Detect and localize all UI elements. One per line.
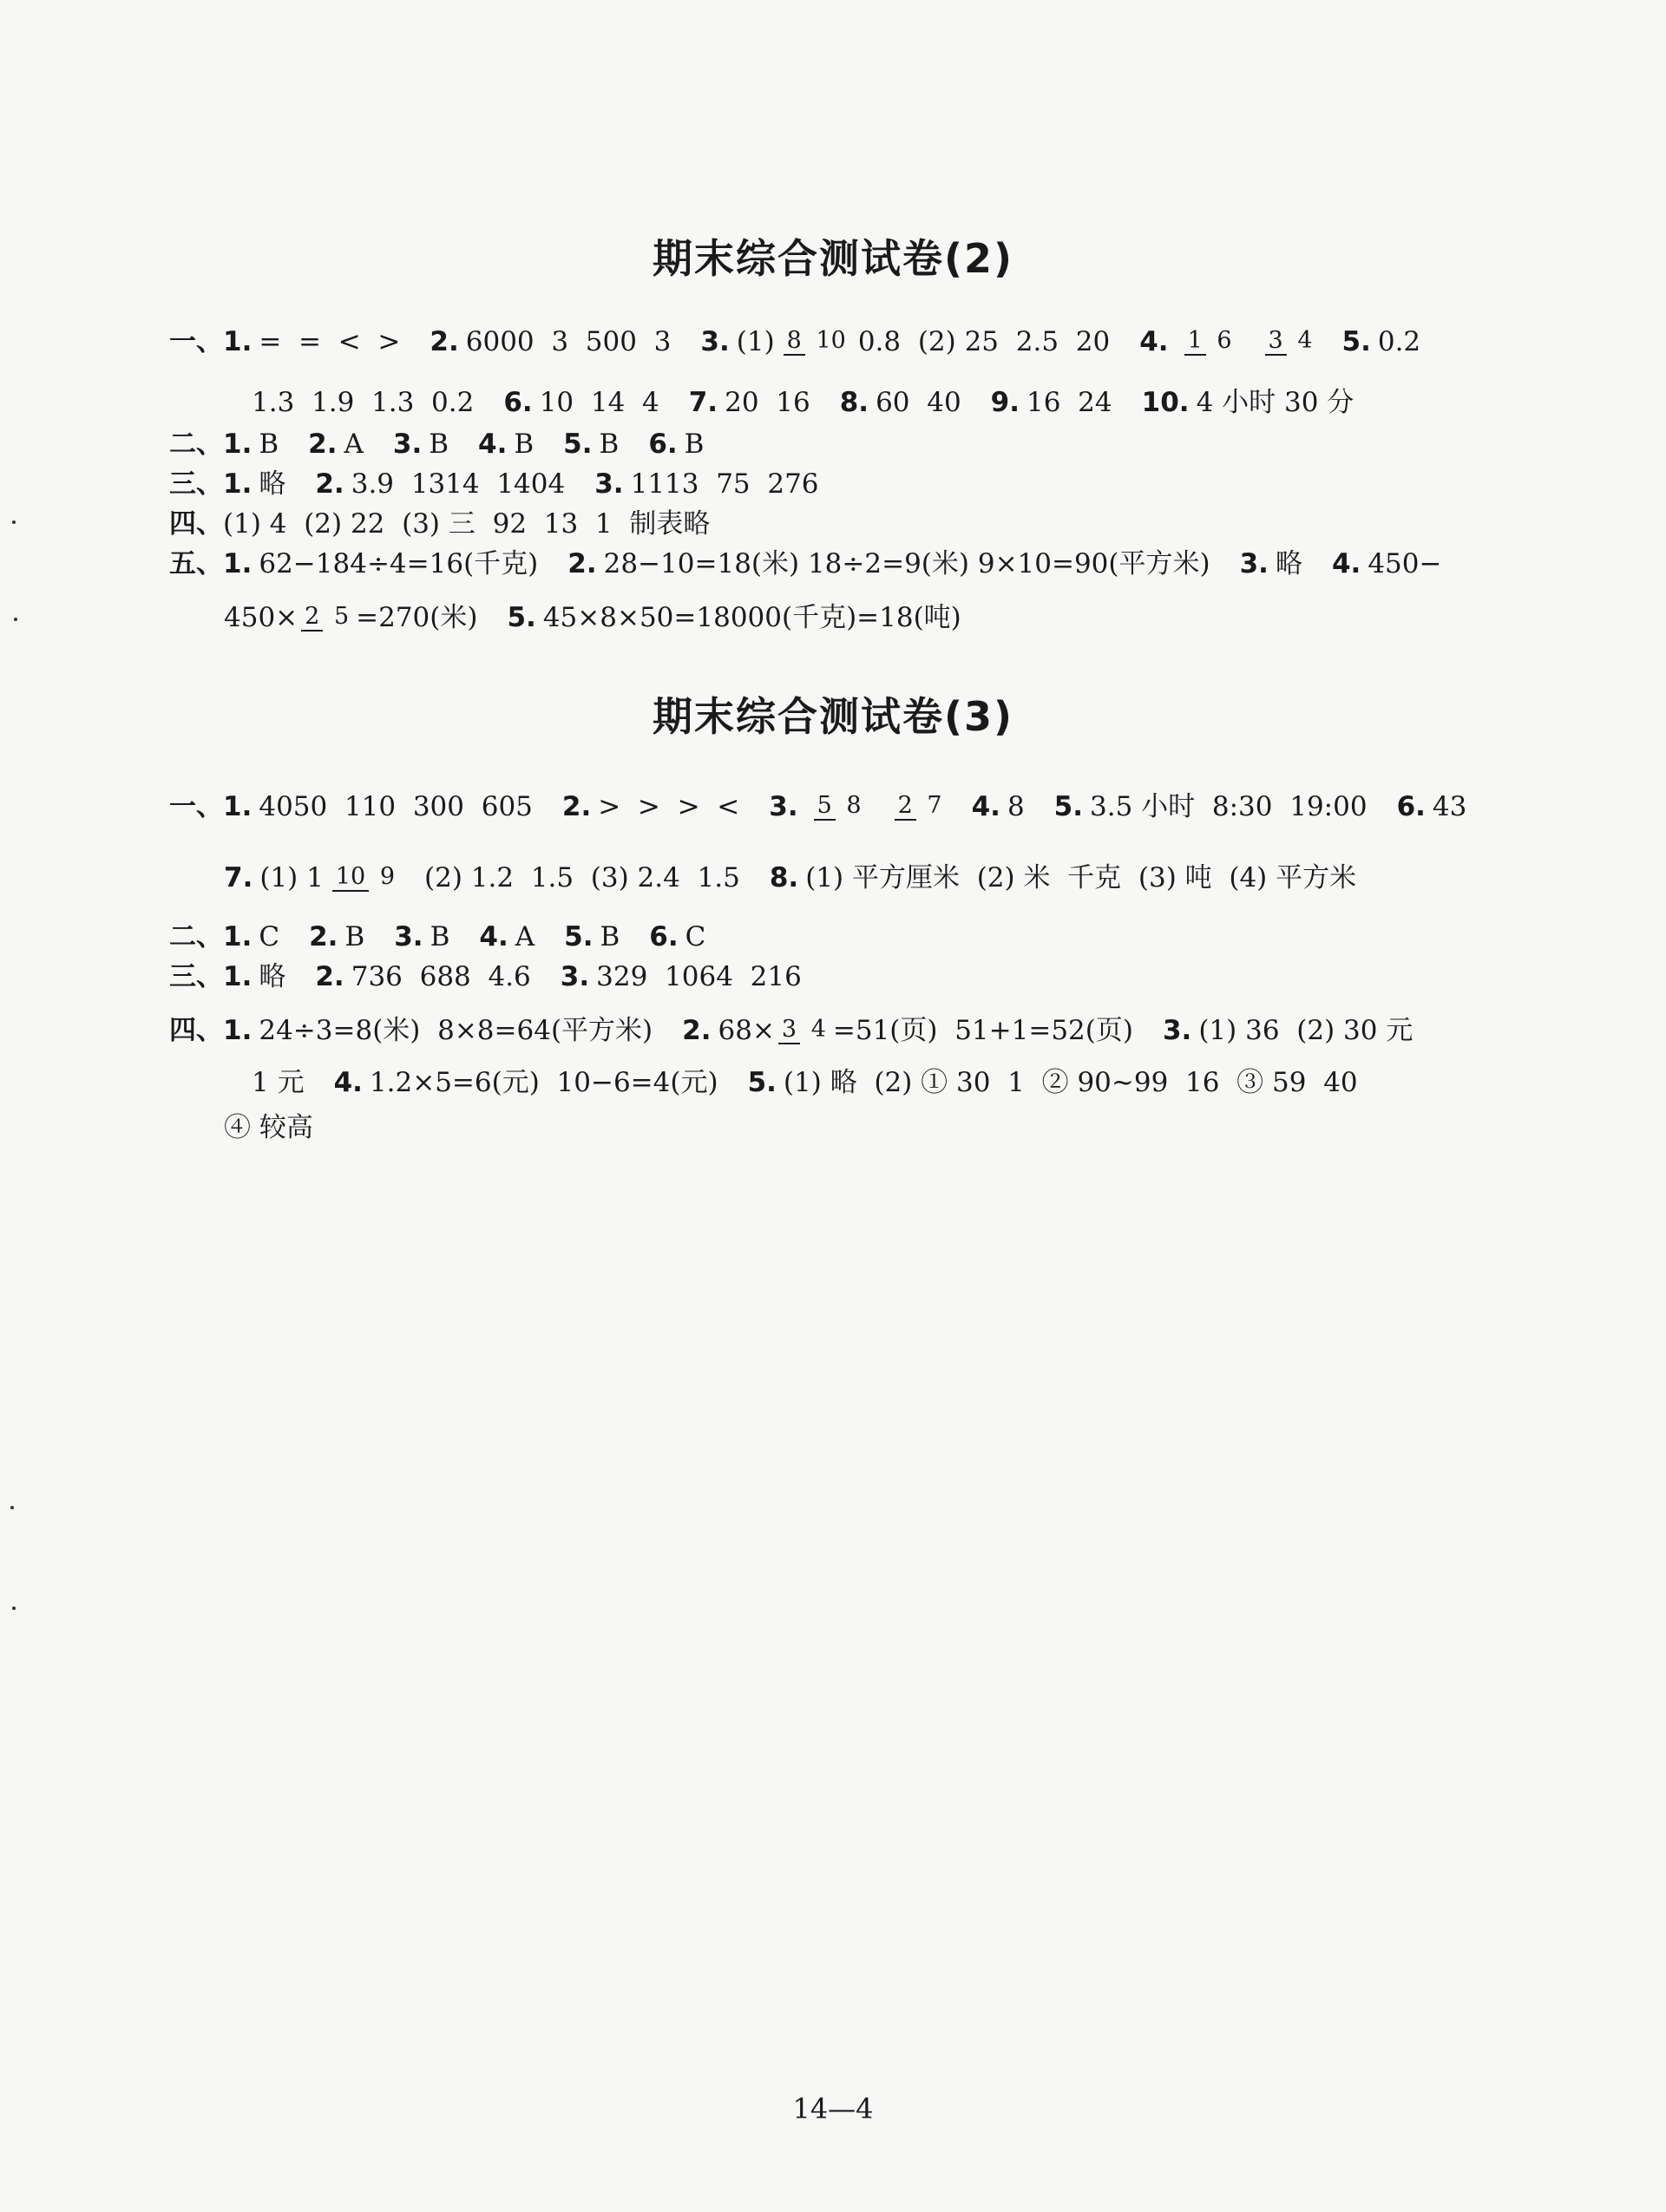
answer-text: 20 16 <box>725 387 810 418</box>
item-number: 4. <box>479 921 508 952</box>
answer-text: 略 <box>1275 548 1302 579</box>
section-label: 四、 <box>169 1015 223 1046</box>
item-number: 5. <box>1341 326 1371 357</box>
item-number: 3. <box>1162 1015 1192 1046</box>
item-number: 7. <box>224 862 253 893</box>
answer-text: C <box>259 921 280 952</box>
paper3-s3-line <box>169 959 802 994</box>
margin-speck <box>14 618 17 621</box>
paper3-s1-line2 <box>224 861 1356 895</box>
numerator: 2 <box>895 793 916 821</box>
answer-text: 28−10=18(米) 18÷2=9(米) 9×10=90(平方米) <box>603 548 1210 579</box>
denominator: 4 <box>810 1016 826 1043</box>
answer-text: B <box>684 429 705 460</box>
answer-text: 16 24 <box>1026 387 1112 418</box>
answer-text: 60 40 <box>876 387 961 418</box>
item-number: 3. <box>700 326 730 357</box>
item-number: 2. <box>308 429 338 460</box>
item-number: 2. <box>309 921 338 952</box>
paper2-s4-line <box>169 507 710 541</box>
item-number: 5. <box>1053 791 1084 822</box>
answer-text: 3.5 小时 8:30 19:00 <box>1090 791 1368 822</box>
item-number: 5. <box>747 1067 777 1098</box>
answer-text: 8 <box>1007 791 1025 822</box>
item-number: 4. <box>333 1067 363 1098</box>
answer-text: 1113 75 276 <box>630 468 819 500</box>
paper3-s2-line <box>169 919 705 954</box>
answer-text: (1) 平方厘米 (2) 米 千克 (3) 吨 (4) 平方米 <box>805 862 1357 893</box>
answer-text: 24÷3=8(米) 8×8=64(平方米) <box>259 1015 653 1046</box>
paper2-s2-line <box>169 427 704 461</box>
item-number: 1. <box>223 326 253 357</box>
item-number: 1. <box>223 548 253 579</box>
numerator: 3 <box>778 1017 800 1044</box>
answer-text: 68× <box>718 1015 775 1046</box>
numerator: 1 <box>1184 328 1206 356</box>
paper2-s3-line <box>169 467 819 501</box>
item-number: 3. <box>394 921 423 952</box>
paper2-s5-line1 <box>169 546 1441 581</box>
item-number: 2. <box>315 961 344 992</box>
answer-text: = = < > <box>259 326 401 357</box>
paper3-s4-line2 <box>252 1065 1358 1100</box>
item-number: 1. <box>223 961 253 992</box>
answer-text: (2) 1.2 1.5 (3) 2.4 1.5 <box>424 862 740 893</box>
section-label: 一、 <box>169 326 223 357</box>
denominator: 4 <box>1297 327 1313 354</box>
item-number: 6. <box>649 921 679 952</box>
item-number: 3. <box>1239 548 1269 579</box>
item-number: 8. <box>839 387 869 418</box>
answer-text: B <box>344 921 365 952</box>
margin-speck <box>10 1506 14 1509</box>
item-number: 6. <box>648 429 678 460</box>
answer-text: 4 小时 30 分 <box>1196 387 1354 418</box>
item-number: 2. <box>682 1015 712 1046</box>
answer-text: =51(页) 51+1=52(页) <box>832 1015 1133 1046</box>
fraction <box>1184 328 1236 356</box>
answer-text: B <box>259 429 279 460</box>
item-number: 3. <box>560 961 590 992</box>
paper3-title: 期末综合测试卷(3) <box>652 693 1014 740</box>
item-number: 6. <box>503 387 533 418</box>
answer-text: 329 1064 216 <box>596 961 802 992</box>
answer-text: 0.8 (2) 25 2.5 20 <box>857 326 1111 357</box>
answer-text: 1.3 1.9 1.3 0.2 <box>252 387 475 418</box>
fraction <box>895 793 946 821</box>
item-number: 3. <box>392 429 423 460</box>
section-label: 三、 <box>169 468 223 500</box>
denominator: 8 <box>846 792 862 819</box>
paper3-s1-line1 <box>169 789 1466 824</box>
fraction <box>778 1017 830 1044</box>
item-number: 2. <box>561 791 592 822</box>
margin-speck <box>12 1607 16 1610</box>
answer-text: C <box>685 921 706 952</box>
answer-text: 略 <box>259 468 286 500</box>
item-number: 2. <box>567 548 597 579</box>
answer-text: =270(米) <box>356 602 478 633</box>
answer-text: 43 <box>1432 791 1467 822</box>
numerator: 3 <box>1265 328 1287 356</box>
answer-text: 3.9 1314 1404 <box>351 468 566 500</box>
answer-text: ④ 较高 <box>224 1112 313 1143</box>
answer-text: B <box>430 921 450 952</box>
page-number: 14—4 <box>792 2092 874 2125</box>
numerator: 5 <box>814 793 836 821</box>
answer-text: 450× <box>224 602 298 633</box>
answer-text: (1) 略 (2) ① 30 1 ② 90~99 16 ③ 59 40 <box>783 1067 1358 1098</box>
answer-text: B <box>599 429 620 460</box>
denominator: 5 <box>333 603 350 630</box>
item-number: 6. <box>1396 791 1426 822</box>
answer-text: B <box>514 429 535 460</box>
answer-text: 4050 110 300 605 <box>259 791 533 822</box>
section-label: 二、 <box>169 921 223 952</box>
section-label: 四、 <box>169 508 223 540</box>
item-number: 2. <box>430 326 459 357</box>
section-label: 三、 <box>169 961 223 992</box>
paper2-s1-line1 <box>169 324 1420 359</box>
fraction <box>784 328 849 356</box>
item-number: 5. <box>563 429 593 460</box>
item-number: 1. <box>223 468 253 500</box>
item-number: 4. <box>971 791 1000 822</box>
answer-text: (1) <box>736 326 775 357</box>
numerator: 10 <box>332 864 369 892</box>
item-number: 1. <box>223 791 253 822</box>
section-label: 一、 <box>169 791 223 822</box>
answer-text: 0.2 <box>1377 326 1421 357</box>
paper3-s4-line3 <box>224 1110 313 1145</box>
fraction <box>332 864 398 892</box>
item-number: 2. <box>315 468 344 500</box>
fraction <box>1265 328 1316 356</box>
item-number: 4. <box>478 429 508 460</box>
answer-text: (1) 4 (2) 22 (3) 三 92 13 1 制表略 <box>223 508 711 540</box>
item-number: 1. <box>223 429 253 460</box>
item-number: 4. <box>1139 326 1169 357</box>
section-label: 二、 <box>169 429 223 460</box>
answer-text: B <box>429 429 449 460</box>
answer-text: 1 元 <box>252 1067 305 1098</box>
item-number: 7. <box>688 387 718 418</box>
item-number: 3. <box>769 791 798 822</box>
item-number: 1. <box>223 1015 253 1046</box>
answer-text: B <box>600 921 620 952</box>
item-number: 10. <box>1141 387 1190 418</box>
answer-text: 450− <box>1368 548 1442 579</box>
item-number: 5. <box>507 602 536 633</box>
paper2-s1-line2 <box>252 385 1354 420</box>
fraction <box>814 793 865 821</box>
answer-text: (1) 1 <box>259 862 324 893</box>
answer-text: 45×8×50=18000(千克)=18(吨) <box>542 602 961 633</box>
item-number: 1. <box>223 921 253 952</box>
item-number: 5. <box>564 921 594 952</box>
answer-text: (1) 36 (2) 30 元 <box>1198 1015 1413 1046</box>
answer-text: 10 14 4 <box>539 387 659 418</box>
answer-text: A <box>515 921 535 952</box>
item-number: 8. <box>769 862 799 893</box>
denominator: 6 <box>1217 327 1232 354</box>
answer-text: A <box>344 429 364 460</box>
answer-text: 6000 3 500 3 <box>465 326 672 357</box>
margin-speck <box>12 520 16 524</box>
fraction <box>301 604 352 632</box>
answer-text: 1.2×5=6(元) 10−6=4(元) <box>369 1067 718 1098</box>
item-number: 3. <box>594 468 624 500</box>
answer-text: > > > < <box>598 791 740 822</box>
denominator: 10 <box>816 327 846 354</box>
paper2-s5-line2 <box>224 600 961 635</box>
answer-text: 62−184÷4=16(千克) <box>259 548 539 579</box>
numerator: 2 <box>301 604 323 632</box>
item-number: 4. <box>1331 548 1361 579</box>
denominator: 7 <box>927 792 942 819</box>
numerator: 8 <box>784 328 805 356</box>
paper3-s4-line1 <box>169 1013 1413 1048</box>
answer-text: 736 688 4.6 <box>351 961 531 992</box>
section-label: 五、 <box>169 548 223 579</box>
answer-text: 略 <box>259 961 286 992</box>
denominator: 9 <box>379 863 395 890</box>
item-number: 9. <box>990 387 1020 418</box>
paper2-title: 期末综合测试卷(2) <box>652 235 1014 282</box>
